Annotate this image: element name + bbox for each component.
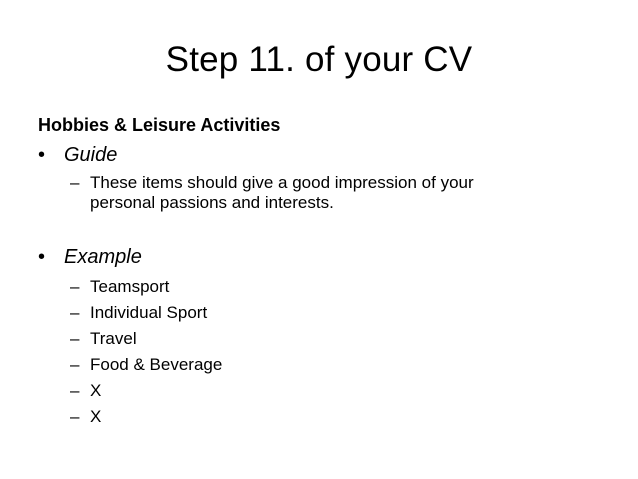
- list-item: [70, 274, 222, 300]
- list-item: [70, 378, 222, 404]
- dash-marker: –: [70, 277, 80, 296]
- guide-text: These items should give a good impression of your: [90, 173, 474, 192]
- dash-marker: –: [70, 173, 80, 192]
- example-item: Teamsport: [90, 277, 170, 296]
- dash-marker: –: [70, 329, 80, 348]
- example-item: X: [90, 407, 102, 426]
- example-item: Individual Sport: [90, 303, 208, 322]
- dash-marker: –: [70, 407, 80, 426]
- guide-text-line-2: personal passions and interests.: [90, 193, 334, 212]
- example-item: Travel: [90, 329, 137, 348]
- guide-text-line-1: [70, 173, 474, 193]
- example-item: Food & Beverage: [90, 355, 223, 374]
- list-item: [70, 404, 222, 430]
- example-list: [70, 274, 222, 430]
- dash-marker: –: [70, 303, 80, 322]
- list-item: [70, 326, 222, 352]
- bullet-example: [38, 245, 142, 269]
- list-item: [70, 300, 222, 326]
- section-heading: Hobbies & Leisure Activities: [38, 115, 281, 135]
- list-item: [70, 352, 222, 378]
- example-item: X: [90, 381, 102, 400]
- example-label: Example: [64, 246, 142, 268]
- dash-marker: –: [70, 355, 80, 374]
- bullet-marker: •: [38, 144, 46, 166]
- bullet-guide: [38, 143, 117, 167]
- slide-title: Step 11. of your CV: [165, 40, 473, 79]
- guide-label: Guide: [64, 144, 118, 166]
- dash-marker: –: [70, 381, 80, 400]
- bullet-marker: •: [38, 246, 46, 268]
